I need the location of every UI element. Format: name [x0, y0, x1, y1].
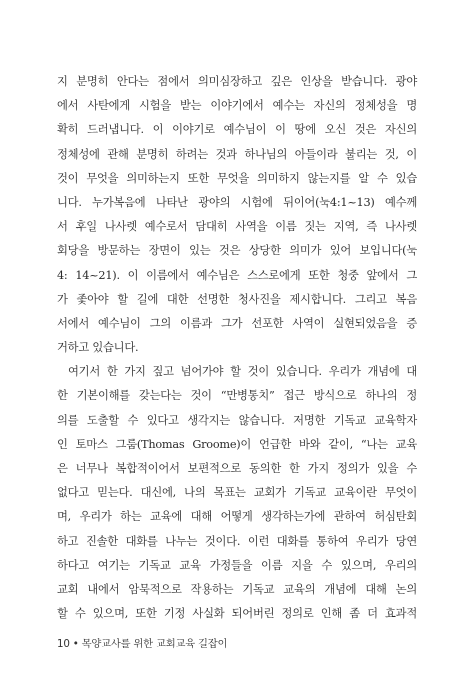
text-line: 은 너무나 복합적이어서 보편적으로 동의한 한 가지 정의가 있을 수 — [57, 462, 417, 475]
text-line: 인 토마스 그룸(Thomas Groome)이 언급한 바와 같이, “나는 교육 — [57, 437, 417, 451]
text-line: 없다고 믿는다. 대신에, 나의 목표는 교회가 기독교 교육이란 무엇이 — [57, 486, 417, 500]
text-line: 한 기본이해를 갖는다는 것이 “만병통치” 접근 방식으로 하나의 정 — [57, 389, 417, 403]
text-line: 며, 우리가 하는 교육에 대해 어떻게 생각하는가에 관하여 허심탄회 — [57, 510, 417, 524]
text-line: 할 수 있으며, 또한 기정 사실화 되어버린 정의로 인해 좀 더 효과적 — [57, 607, 417, 621]
text-line: 지 분명히 안다는 점에서 의미심장하고 깊은 인상을 받습니다. 광야 — [57, 75, 417, 88]
text-line: 여기서 한 가지 짚고 넘어가야 할 것이 있습니다. 우리가 개념에 대 — [68, 365, 417, 379]
text-line: 교회 내에서 암묵적으로 작용하는 기독교 교육의 개념에 대해 논의 — [57, 582, 417, 596]
text-line: 정체성에 관해 분명히 하려는 것과 하나님의 아들이라 불리는 것, 이 — [57, 147, 417, 161]
bullet-separator: • — [72, 638, 79, 650]
text-line: 거하고 있습니다. — [57, 341, 139, 355]
text-line: 니다. 누가복음에 나타난 광야의 시험에 뒤이어(눅4:1~13) 예수께 — [57, 195, 417, 209]
text-line: 서 후일 나사렛 예수로서 담대히 사역을 이름 짓는 지역, 즉 나사렛 — [57, 220, 417, 234]
text-line: 하고 진솔한 대화를 나누는 것이다. 이런 대화를 통하여 우리가 당연 — [57, 534, 417, 548]
text-line: 에서 사탄에게 시험을 받는 이야기에서 예수는 자신의 정체성을 명 — [57, 99, 417, 113]
page-footer — [57, 635, 227, 650]
running-title: 목양교사를 위한 교회교육 길잡이 — [81, 638, 228, 650]
text-line: 하다고 여기는 기독교 교육 가정들을 이름 지을 수 있으며, 우리의 — [57, 558, 417, 572]
text-line: 서에서 예수님이 그의 이름과 그가 선포한 사역이 실현되었음을 증 — [57, 316, 417, 330]
page-number: 10 — [57, 638, 70, 650]
body-text — [57, 70, 417, 626]
text-line: 회당을 방문하는 장면이 있는 것은 상당한 의미가 있어 보입니다(눅 — [57, 244, 417, 258]
text-line: 4: 14~21). 이 이름에서 예수님은 스스로에게 또한 청중 앞에서 그 — [57, 268, 417, 282]
text-line: 확히 드러냅니다. 이 이야기로 예수님이 이 땅에 오신 것은 자신의 — [57, 123, 417, 137]
text-line: 가 좇아야 할 길에 대한 선명한 청사진을 제시합니다. 그리고 복음 — [57, 292, 417, 306]
text-line: 의를 도출할 수 있다고 생각지는 않습니다. 저명한 기독교 교육학자 — [57, 413, 417, 427]
text-line: 것이 무엇을 의미하는지 또한 무엇을 의미하지 않는지를 알 수 있습 — [57, 171, 417, 185]
